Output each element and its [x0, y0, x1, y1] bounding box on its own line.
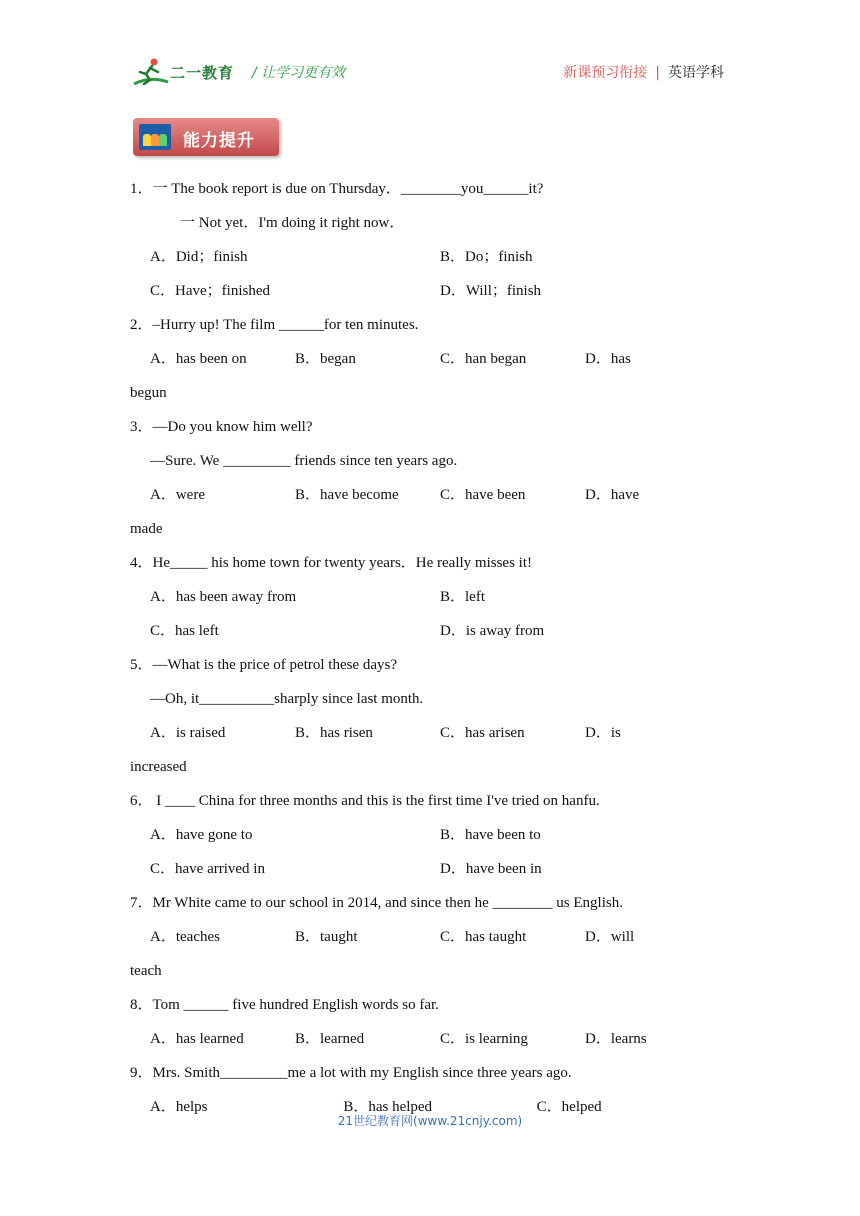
- question-text: teach: [130, 963, 162, 979]
- people-icon: [139, 124, 171, 150]
- footer: 21世纪教育网(www.21cnjy.com): [337, 1114, 523, 1128]
- question-text: 3．—Do you know him well?: [130, 419, 313, 435]
- question-text: 5．—What is the price of petrol these days?: [130, 657, 397, 673]
- answer-option: D．learns: [585, 1031, 647, 1047]
- answer-option: B．began: [295, 351, 356, 367]
- options-row: [130, 585, 730, 619]
- section-badge: [133, 118, 279, 156]
- question-text: 9．Mrs. Smith_________me a lot with my English since three years ago.: [130, 1065, 572, 1081]
- answer-option: B．has risen: [295, 725, 373, 741]
- question-text: increased: [130, 759, 187, 775]
- section-title: 能力提升: [183, 131, 255, 151]
- header-separator: |: [655, 65, 660, 81]
- answer-option: A．is raised: [150, 725, 226, 741]
- question-text: —Oh, it__________sharply since last month.: [150, 691, 424, 707]
- answer-option: D．is away from: [440, 623, 545, 639]
- answer-option: D．will: [585, 929, 635, 945]
- header-right: [563, 62, 724, 82]
- running-man-icon: [130, 56, 170, 88]
- answer-option: A．helps: [150, 1099, 208, 1115]
- answer-option: B．have become: [295, 487, 399, 503]
- page-header: [130, 56, 724, 92]
- answer-option: B．taught: [295, 929, 358, 945]
- question-text: 1．一 The book report is due on Thursday．________you______it?: [130, 181, 544, 197]
- question-text: 一 Not yet．I'm doing it right now．: [180, 215, 405, 231]
- question-text: 6． I ____ China for three months and this is the first time I've tried on hanfu.: [130, 793, 600, 809]
- question-text: begun: [130, 385, 167, 401]
- question-text: —Sure. We _________ friends since ten years ago.: [150, 453, 458, 469]
- logo-text: 二一教育: [170, 64, 235, 82]
- answer-option: B．Do；finish: [440, 249, 533, 265]
- answer-option: C．has left: [150, 623, 219, 639]
- answer-option: C．have arrived in: [150, 861, 265, 877]
- options-row: [130, 245, 730, 279]
- subject-label: 英语学科: [668, 65, 724, 81]
- course-label: 新课预习衔接: [563, 65, 648, 81]
- answer-option: D．have been in: [440, 861, 542, 877]
- answer-option: B．learned: [295, 1031, 365, 1047]
- options-row: [130, 823, 730, 857]
- answer-option: C．helped: [536, 1099, 602, 1115]
- answer-option: D．Will；finish: [440, 283, 542, 299]
- answer-option: B．have been to: [440, 827, 541, 843]
- logo: [130, 56, 240, 88]
- options-row: [130, 857, 730, 891]
- answer-option: A．has been on: [150, 351, 247, 367]
- question-list: [130, 177, 730, 1129]
- answer-option: A．have gone to: [150, 827, 253, 843]
- answer-option: D．has: [585, 351, 631, 367]
- answer-option: D．have: [585, 487, 640, 503]
- question-text: 4．He_____ his home town for twenty years．He really misses it!: [130, 555, 533, 571]
- options-row: [130, 347, 730, 381]
- options-row: [130, 483, 730, 517]
- answer-option: C．is learning: [440, 1031, 528, 1047]
- question-text: 2．–Hurry up! The film ______for ten minutes.: [130, 317, 419, 333]
- options-row: [130, 279, 730, 313]
- answer-option: A．teaches: [150, 929, 220, 945]
- answer-option: A．were: [150, 487, 205, 503]
- question-text: 8．Tom ______ five hundred English words so far.: [130, 997, 439, 1013]
- answer-option: C．Have；finished: [150, 283, 270, 299]
- answer-option: D．is: [585, 725, 621, 741]
- answer-option: C．has taught: [440, 929, 527, 945]
- question-text: 7．Mr White came to our school in 2014, and since then he ________ us English.: [130, 895, 623, 911]
- answer-option: A．has learned: [150, 1031, 244, 1047]
- options-row: [130, 619, 730, 653]
- answer-option: C．have been: [440, 487, 526, 503]
- answer-option: B．has helped: [343, 1099, 433, 1115]
- question-text: made: [130, 521, 163, 537]
- answer-option: A．has been away from: [150, 589, 297, 605]
- options-row: [130, 925, 730, 959]
- options-row: [130, 1027, 730, 1061]
- answer-option: A．Did；finish: [150, 249, 248, 265]
- answer-option: C．has arisen: [440, 725, 525, 741]
- answer-option: C．han began: [440, 351, 527, 367]
- answer-option: B．left: [440, 589, 485, 605]
- options-row: [130, 721, 730, 755]
- slogan: / 让学习更有效: [252, 65, 346, 81]
